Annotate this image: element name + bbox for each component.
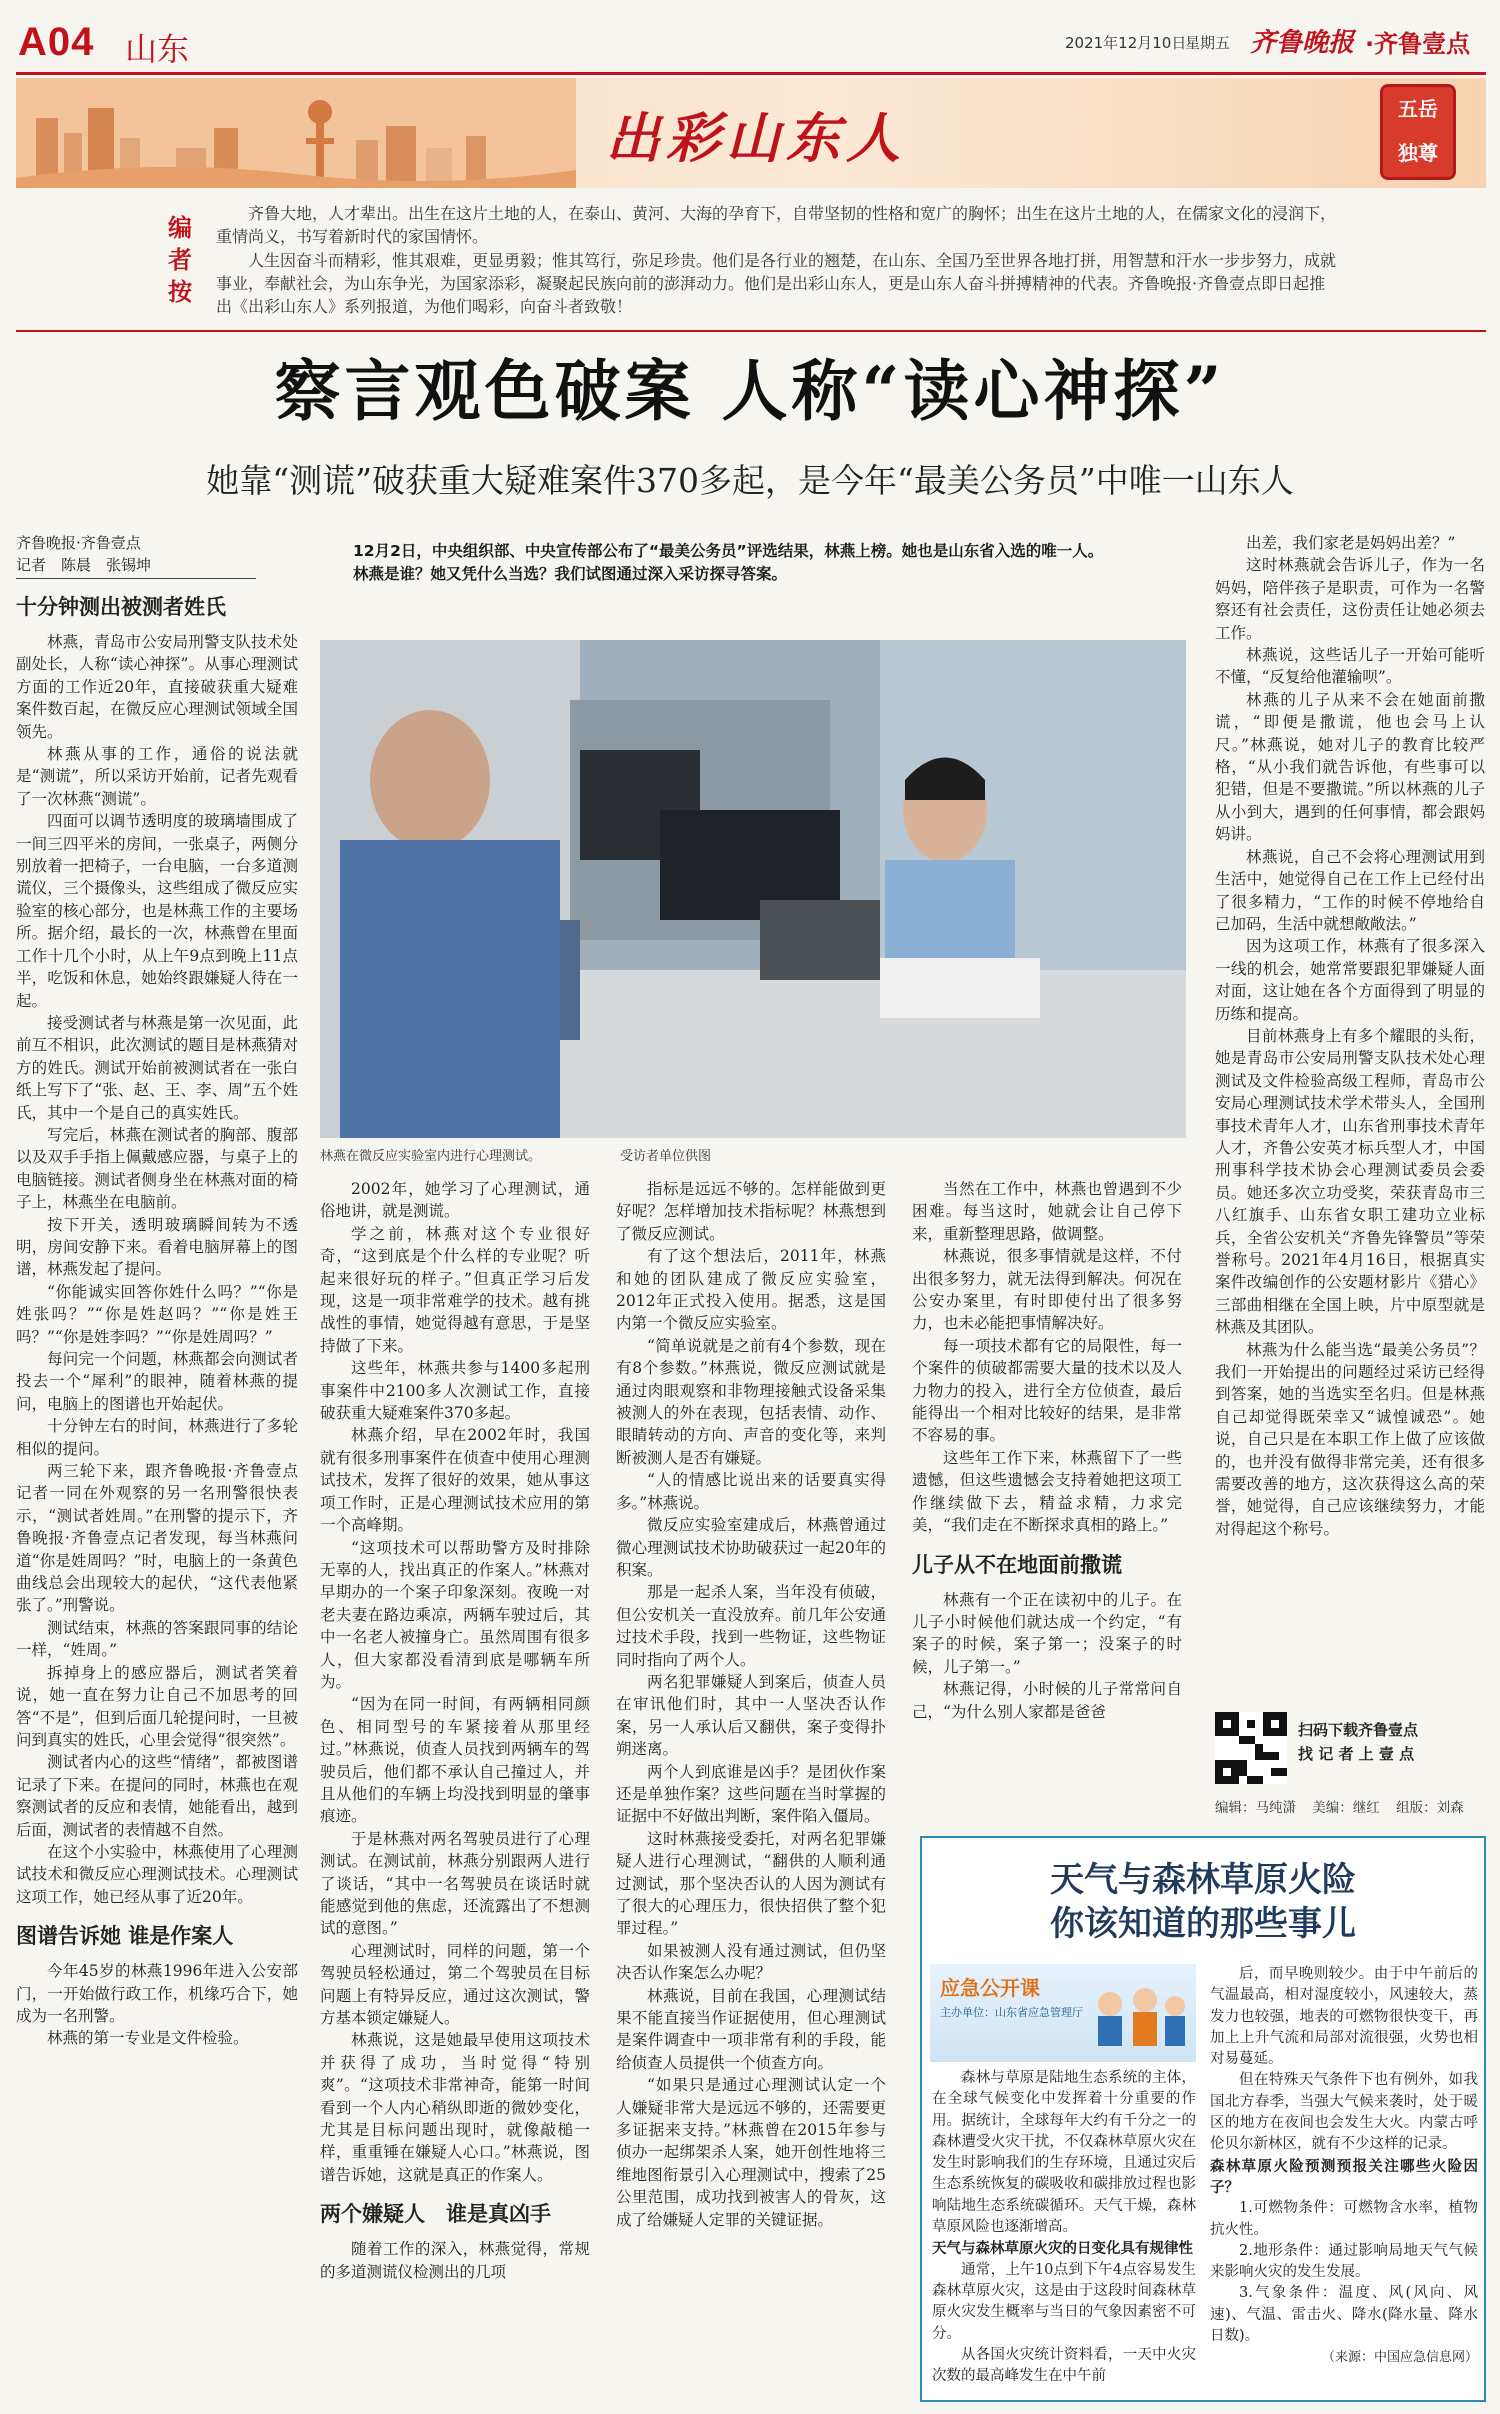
paragraph: 林燕说，很多事情就是这样，不付出很多努力，就无法得到解决。何况在公安办案里，有时即使付出了很多努力，也未必能把事情解决好。 — [912, 1247, 1182, 1333]
paragraph: 1.可燃物条件：可燃物含水率，植物抗火性。 — [1210, 2200, 1478, 2238]
article-photo — [320, 640, 1186, 1138]
article-column-2 — [320, 1178, 590, 2402]
paragraph: 十分钟左右的时间，林燕进行了多轮相似的提问。 — [16, 1417, 298, 1458]
editor-note-text — [216, 202, 1341, 319]
paragraph: 微反应实验室建成后，林燕曾通过微心理测试技术协助破获过一起20年的积案。 — [616, 1516, 886, 1579]
paragraph: 学之前，林燕对这个专业很好奇，“这到底是个什么样的专业呢？听起来很好玩的样子。”但真正学习后发现，这是一项非常难学的技术。越有挑战性的事情，她觉得越有意思，于是坚持做了下来。 — [320, 1224, 590, 1355]
box-title-line-1: 天气与森林草原火险 — [1050, 1860, 1356, 1900]
issue-date: 2021年12月10日 — [1065, 34, 1187, 52]
paragraph: 林燕说，这些话儿子一开始可能听不懂，“反复给他灌输呗”。 — [1215, 646, 1485, 687]
paragraph: “因为在同一时间，有两辆相同颜色、相同型号的车紧接着从那里经过。”林燕说，侦查人员找到两辆车的驾驶员后，他们都不承认自己撞过人，并且从他们的车辆上均没找到明显的肇事痕迹。 — [320, 1695, 590, 1826]
designer-name: 美编：继红 — [1312, 1800, 1380, 1816]
section-heading: 图谱告诉她 谁是作案人 — [16, 1924, 234, 1949]
article-column-5 — [1215, 532, 1485, 1704]
paragraph: 那是一起杀人案，当年没有侦破，但公安机关一直没放弃。前几年公安通过技术手段，找到一些物证，这些物证同时指向了两个人。 — [616, 1583, 886, 1669]
paragraph: 林燕从事的工作，通俗的说法就是“测谎”，所以采访开始前，记者先观看了一次林燕“测谎”。 — [16, 745, 298, 808]
paragraph: 两个人到底谁是凶手？是团伙作案还是单独作案？这些问题在当时掌握的证据中不好做出判断，案件陷入僵局。 — [616, 1762, 886, 1826]
article-column-3 — [616, 1178, 886, 2402]
city-skyline-illustration — [16, 78, 576, 188]
paragraph: 出差，我们家老是妈妈出差？” — [1246, 534, 1456, 552]
paragraph: “简单说就是之前有4个参数，现在有8个参数。”林燕说，微反应测试就是通过肉眼观察和非物理接触式设备采集被测人的外在表现，包括表情、动作、眼睛转动的方向、声音的变化等，来判断被测人是否有嫌疑。 — [616, 1336, 886, 1467]
emergency-class-banner — [930, 1964, 1196, 2062]
header-rule — [16, 72, 1486, 75]
box-subheading: 森林草原火险预测预报关注哪些火险因子？ — [1210, 2157, 1478, 2196]
box-subheading: 天气与森林草原火灾的日变化具有规律性 — [932, 2240, 1193, 2258]
paragraph: 从各国火灾统计资料看，一天中火灾次数的最高峰发生在中午前 — [932, 2346, 1196, 2385]
paragraph: 林燕说，自己不会将心理测试用到生活中，她觉得自己在工作上已经付出了很多精力，“工作的时候不停地给自己加码，生活中就想敞敞法。” — [1215, 847, 1485, 933]
paragraph: 四面可以调节透明度的玻璃墙围成了一间三四平米的房间，一张桌子，两侧分别放着一把椅子，一台电脑，一台多道测谎仪，三个摄像头，这些组成了微反应实验室的核心部分，也是林燕工作的主要场所。据介绍，最长的一次，林燕曾在里面工作十几个小时，从上午9点到晚上11点半，吃饭和休息，她始终跟嫌疑人待在一起。 — [16, 812, 298, 1010]
paragraph: “你能诚实回答你姓什么吗？”“你是姓张吗？”“你是姓赵吗？”“你是姓王吗？”“你是姓李吗？”“你是姓周吗？” — [16, 1282, 298, 1346]
paragraph: 林燕的儿子从来不会在她面前撒谎，“即便是撒谎，他也会马上认尺。”林燕说，她对儿子的教育比较严格，“从小我们就告诉他，有些事可以犯错，但是不要撒谎。”所以林燕的儿子从小到大，遇到的任何事情，都会跟妈妈讲。 — [1215, 690, 1485, 844]
seal-text-top: 五岳 — [1398, 97, 1438, 121]
qr-line-2: 找 记 者 上 壹 点 — [1298, 1745, 1415, 1763]
section-name: 山东 — [125, 30, 190, 68]
paragraph: 测试结束，林燕的答案跟同事的结论一样，“姓周。” — [16, 1618, 298, 1660]
paragraph: 今年45岁的林燕1996年进入公安部门，一开始做行政工作，机缘巧合下，她成为一名刑警。 — [16, 1962, 298, 2025]
paragraph: 指标是远远不够的。怎样能做到更好呢？怎样增加技术指标呢？林燕想到了微反应测试。 — [616, 1180, 886, 1243]
lab-photo-illustration — [320, 640, 1186, 1138]
paragraph: 拆掉身上的感应器后，测试者笑着说，她一直在努力让自己不加思考的回答“不是”，但到后面几轮提问时，一旦被问到真实的姓氏，心里会觉得“很突然”。 — [16, 1663, 298, 1749]
seal-text-bottom: 独尊 — [1398, 141, 1438, 165]
paragraph: 森林与草原是陆地生态系统的主体，在全球气候变化中发挥着十分重要的作用。据统计，全球每年大约有千分之一的森林遭受火灾干扰，不仅森林草原火灾在发生时影响我们的生存环境，且通过灾后生态系统恢复的碳吸收和碳排放过程也影响陆地生态系统碳循环。天气干燥，森林草原风险也逐渐增高。 — [932, 2070, 1196, 2236]
paragraph: 按下开关，透明玻璃瞬间转为不透明，房间安静下来。看着电脑屏幕上的图谱，林燕发起了提问。 — [16, 1215, 298, 1279]
lead-paragraph: 12月2日，中央组织部、中央宣传部公布了“最美公务员”评选结果，林燕上榜。她也是山东省入选的唯一人。 — [353, 542, 1104, 560]
photo-caption: 林燕在微反应实验室内进行心理测试。 — [320, 1149, 542, 1164]
paragraph: 接受测试者与林燕是第一次见面，此前互不相识，此次测试的题目是林燕猜对方的姓氏。测试开始前被测试者在一张白纸上写下了“张、赵、王、李、周”五个姓氏，其中一个是自己的真实姓氏。 — [16, 1013, 298, 1122]
paragraph: 目前林燕身上有多个耀眼的头衔，她是青岛市公安局刑警支队技术处心理测试及文件检验高级工程师，青岛市公安局心理测试技术学术带头人，全国刑事技术青年人才，山东省刑事技术青年人才，齐鲁公安英才标兵型人才，中国刑事科学技术协会心理测试委员会委员。她还多次立功受奖，荣获青岛市三八红旗手、山东省女职工建功立业标兵，全省公安机关“齐鲁先锋警员”等荣誉称号。2021年4月16日，根据真实案件改编创作的公安题材影片《猎心》三部曲相继在全国上映，片中原型就是林燕及其团队。 — [1215, 1026, 1485, 1337]
app-logo: ·齐鲁壹点 — [1365, 30, 1471, 58]
photo-caption-row — [320, 1145, 1186, 1164]
box-title-line-2: 你该知道的那些事儿 — [1050, 1904, 1356, 1944]
paragraph: 有了这个想法后，2011年，林燕和她的团队建成了微反应实验室，2012年正式投入使用。据悉，这是国内第一个微反应实验室。 — [616, 1247, 886, 1333]
paragraph: 于是林燕对两名驾驶员进行了心理测试。在测试前，林燕分别跟两人进行了谈话，“其中一名驾驶员在谈话时就能感觉到他的焦虑，还流露出了不想测试的意图。” — [320, 1829, 590, 1938]
headline: 察言观色破案 人称“读心神探” — [274, 352, 1226, 430]
fire-risk-sidebar-box — [920, 1836, 1486, 2402]
editor-note-paragraph: 人生因奋斗而精彩，惟其艰难，更显勇毅；惟其笃行，弥足珍贵。他们是各行业的翘楚，在山东、全国乃至世界各地打拼，用智慧和汗水一步步努力，成就事业，奉献社会，为山东争光，为国家添彩，凝聚起民族向前的澎湃动力。他们是出彩山东人，更是山东人奋斗拼搏精神的代表。齐鲁晚报·齐鲁壹点即日起推出《出彩山东人》系列报道，为他们喝彩，向奋斗者致敬！ — [216, 251, 1337, 316]
box-column-2 — [1210, 1964, 1478, 2369]
article-column-4 — [912, 1178, 1182, 1828]
photo-credit: 受访者单位供图 — [620, 1149, 712, 1164]
paragraph: 当然在工作中，林燕也曾遇到不少困难。每当这时，她就会让自己停下来，重新整理思路，做调整。 — [912, 1180, 1182, 1243]
paragraph: 林燕，青岛市公安局刑警支队技术处副处长，人称“读心神探”。从事心理测试方面的工作近20年，直接破获重大疑难案件数百起，在微反应心理测试领域全国领先。 — [16, 633, 298, 741]
paragraph: 3.气象条件：温度、风(风向、风速)、气温、雷击火、降水(降水量、降水日数)。 — [1210, 2285, 1478, 2345]
column-banner — [16, 78, 1486, 188]
paragraph: “人的情感比说出来的话要真实得多。”林燕说。 — [616, 1471, 886, 1512]
layout-name: 组版：刘森 — [1396, 1800, 1464, 1816]
wuyue-seal-logo — [1380, 84, 1456, 180]
byline — [16, 532, 298, 579]
issue-weekday: 星期五 — [1185, 34, 1231, 52]
section-heading: 儿子从不在地面前撒谎 — [912, 1552, 1122, 1577]
paragraph: 这些年，林燕共参与1400多起刑事案件中2100多人次测试工作，直接破获重大疑难案件370多起。 — [320, 1359, 590, 1423]
editor-note — [16, 192, 1486, 332]
paragraph: 这时林燕接受委托，对两名犯罪嫌疑人进行心理测试，“翻供的人顺利通过测试，那个坚决否认的人因为测试有了很大的心理压力，很快招供了整个犯罪过程。” — [616, 1829, 886, 1938]
byline-rule — [16, 578, 256, 579]
paragraph: 林燕介绍，早在2002年时，我国就有很多刑事案件在侦查中使用心理测试技术，发挥了很好的效果，她从事这项工作时，正是心理测试技术应用的第一个高峰期。 — [320, 1426, 590, 1535]
editor-note-paragraph: 齐鲁大地，人才辈出。出生在这片土地的人，在泰山、黄河、大海的孕育下，自带坚韧的性格和宽广的胸怀；出生在这片土地的人，在儒家文化的浸润下，重情尚义，书写着新时代的家国情怀。 — [216, 204, 1337, 246]
byline-reporters: 记者 陈晨 张锡坤 — [16, 556, 152, 574]
article-lead — [322, 540, 1172, 586]
paragraph: “如果只是通过心理测试认定一个人嫌疑非常大是远远不够的，还需要更多证据来支持。”林燕曾在2015年参与侦办一起绑架杀人案，她开创性地将三维地图衔景引入心理测试中，搜索了25公里范围，成功找到被害人的骨灰，这成了给嫌疑人定罪的关键证据。 — [616, 2076, 886, 2229]
paragraph: 每一项技术都有它的局限性，每一个案件的侦破都需要大量的技术以及人力物力的投入，进行全方位侦查，最后能得出一个相对比较好的结果，是非常不容易的事。 — [912, 1336, 1182, 1445]
paragraph: 但在特殊天气条件下也有例外，如我国北方春季，当强大气候来袭时，处于暖区的地方在夜间也会发生大火。内蒙古呼伦贝尔新林区，就有不少这样的记录。 — [1210, 2072, 1478, 2153]
qr-code-icon[interactable] — [1215, 1712, 1287, 1784]
newspaper-logo: 齐鲁晚报 — [1250, 28, 1355, 58]
paragraph: 心理测试时，同样的问题，第一个驾驶员轻松通过，第二个驾驶员在目标问题上有特异反应，通过这次测试，警方基本锁定嫌疑人。 — [320, 1941, 590, 2028]
paragraph: 每问完一个问题，林燕都会向测试者投去一个“犀利”的眼神，随着林燕的提问，电脑上的图谱也开始起伏。 — [16, 1350, 298, 1413]
paragraph: 因为这项工作，林燕有了很多深入一线的机会，她常常要跟犯罪嫌疑人面对面，这让她在各个方面得到了明显的历练和提高。 — [1215, 937, 1485, 1023]
box-column-1 — [932, 2068, 1196, 2387]
paragraph: 两名犯罪嫌疑人到案后，侦查人员在审讯他们时，其中一人坚决否认作案，另一人承认后又翻供，案子变得扑朔迷离。 — [616, 1672, 886, 1759]
box-source: （来源：中国应急信息网） — [1321, 2350, 1478, 2366]
qr-caption — [1298, 1718, 1418, 1766]
editor-name: 编辑：马纯潇 — [1215, 1800, 1296, 1816]
paragraph: 林燕的第一专业是文件检验。 — [47, 2029, 249, 2048]
box-title — [922, 1858, 1484, 1946]
lead-paragraph: 林燕是谁？她又凭什么当选？我们试图通过深入采访探寻答案。 — [353, 565, 788, 583]
paragraph: 后，而早晚则较少。由于中午前后的气温最高，相对湿度较小，风速较大，蒸发力也较强，地表的可燃物很快变干，再加上上升气流和局部对流很强，火势也相对易蔓延。 — [1210, 1966, 1478, 2068]
paragraph: 林燕为什么能当选“最美公务员”？我们一开始提出的问题经过采访已经得到答案，她的当选实至名归。但是林燕自己却觉得既荣幸又“诚惶诚恐”。她说，自己只是在本职工作上做了应该做的，也并没有做得非常完美，还有很多需要改善的地方，这次获得这么高的荣誉，她觉得，自己应该继续努力，才能对得起这个称号。 — [1215, 1340, 1485, 1538]
paragraph: 2002年，她学习了心理测试，通俗地讲，就是测谎。 — [320, 1180, 590, 1221]
column-title: 出彩山东人 — [606, 106, 906, 170]
paragraph: 写完后，林燕在测试者的胸部、腹部以及双手手指上佩戴感应器，与桌子上的电脑链接。测试者侧身坐在林燕对面的椅子上，林燕坐在电脑前。 — [16, 1125, 298, 1212]
paragraph: 随着工作的深入，林燕觉得，常规的多道测谎仪检测出的几项 — [320, 2240, 590, 2281]
section-heading: 两个嫌疑人 谁是真凶手 — [320, 2202, 551, 2227]
paragraph: 测试者内心的这些“情绪”，都被图谱记录了下来。在提问的同时，林燕也在观察测试者的反应和表情，她能看出，越到后面，测试者的表情越不自然。 — [16, 1753, 298, 1839]
page-number: A04 — [18, 20, 95, 64]
paragraph: 两三轮下来，跟齐鲁晚报·齐鲁壹点记者一同在外观察的另一名刑警很快表示，“测试者姓周。”在刑警的提示下，齐鲁晚报·齐鲁壹点记者发现，每当林燕问道“你是姓周吗？”时，电脑上的一条黄色曲线总会出现较大的起伏，“这代表他紧张了。”刑警说。 — [16, 1462, 298, 1615]
emergency-class-unit: 主办单位：山东省应急管理厅 — [940, 2006, 1083, 2019]
subheadline: 她靠“测谎”破获重大疑难案件370多起，是今年“最美公务员”中唯一山东人 — [206, 461, 1294, 500]
section-heading: 十分钟测出被测者姓氏 — [16, 595, 226, 619]
paragraph: 2.地形条件：通过影响局地天气气候来影响火灾的发生发展。 — [1210, 2242, 1478, 2281]
paragraph: 通常，上午10点到下午4点容易发生森林草原火灾，这是由于这段时间森林草原火灾发生概率与当日的气象因素密不可分。 — [932, 2261, 1196, 2342]
qr-line-1: 扫码下载齐鲁壹点 — [1298, 1721, 1419, 1739]
byline-outlet: 齐鲁晚报·齐鲁壹点 — [16, 534, 141, 552]
editor-credits — [1215, 1796, 1485, 1816]
paragraph: 这时林燕就会告诉儿子，作为一名妈妈，陪伴孩子是职责，可作为一名警察还有社会责任，这份责任让她必须去工作。 — [1215, 556, 1485, 642]
paragraph: 如果被测人没有通过测试，但仍坚决否认作案怎么办呢？ — [616, 1941, 886, 1983]
editor-note-label: 编者按 — [168, 213, 192, 306]
emergency-class-brand: 应急公开课 — [940, 1976, 1040, 2000]
paragraph: 林燕记得，小时候的儿子常常问自己，“为什么别人家都是爸爸 — [912, 1680, 1182, 1721]
article-column-1 — [16, 532, 298, 2402]
paragraph: 林燕有一个正在读初中的儿子。在儿子小时候他们就达成一个约定，“有案子的时候，案子第一；没案子的时候，儿子第一。” — [912, 1590, 1182, 1676]
paragraph: 林燕说，目前在我国，心理测试结果不能直接当作证据使用，但心理测试是案件调查中一项非常有利的手段，能给侦查人员提供一个侦查方向。 — [616, 1986, 886, 2072]
rescue-team-illustration — [1080, 1974, 1190, 2054]
paragraph: 林燕说，这是她最早使用这项技术并获得了成功，当时觉得“特别爽”。“这项技术非常神奇，能第一时间看到一个人内心稍纵即逝的微妙变化，尤其是目标问题出现时，就像敲槌一样，重重锤在嫌疑人心口。”林燕说，图谱告诉她，这就是真正的作案人。 — [320, 2031, 590, 2184]
paragraph: 这些年工作下来，林燕留下了一些遗憾，但这些遗憾会支持着她把这项工作继续做下去，精益求精，力求完美，“我们走在不断探求真相的路上。” — [912, 1448, 1182, 1535]
paragraph: 在这个小实验中，林燕使用了心理测试技术和微反应心理测试技术。心理测试这项工作，她已经从事了近20年。 — [16, 1842, 298, 1906]
paragraph: “这项技术可以帮助警方及时排除无辜的人，找出真正的作案人。”林燕对早期办的一个案子印象深刻。夜晚一对老夫妻在路边乘凉，两辆车驶过后，其中一名老人被撞身亡。虽然周围有很多人，但大家都没看清到底是哪辆车所为。 — [320, 1538, 590, 1691]
